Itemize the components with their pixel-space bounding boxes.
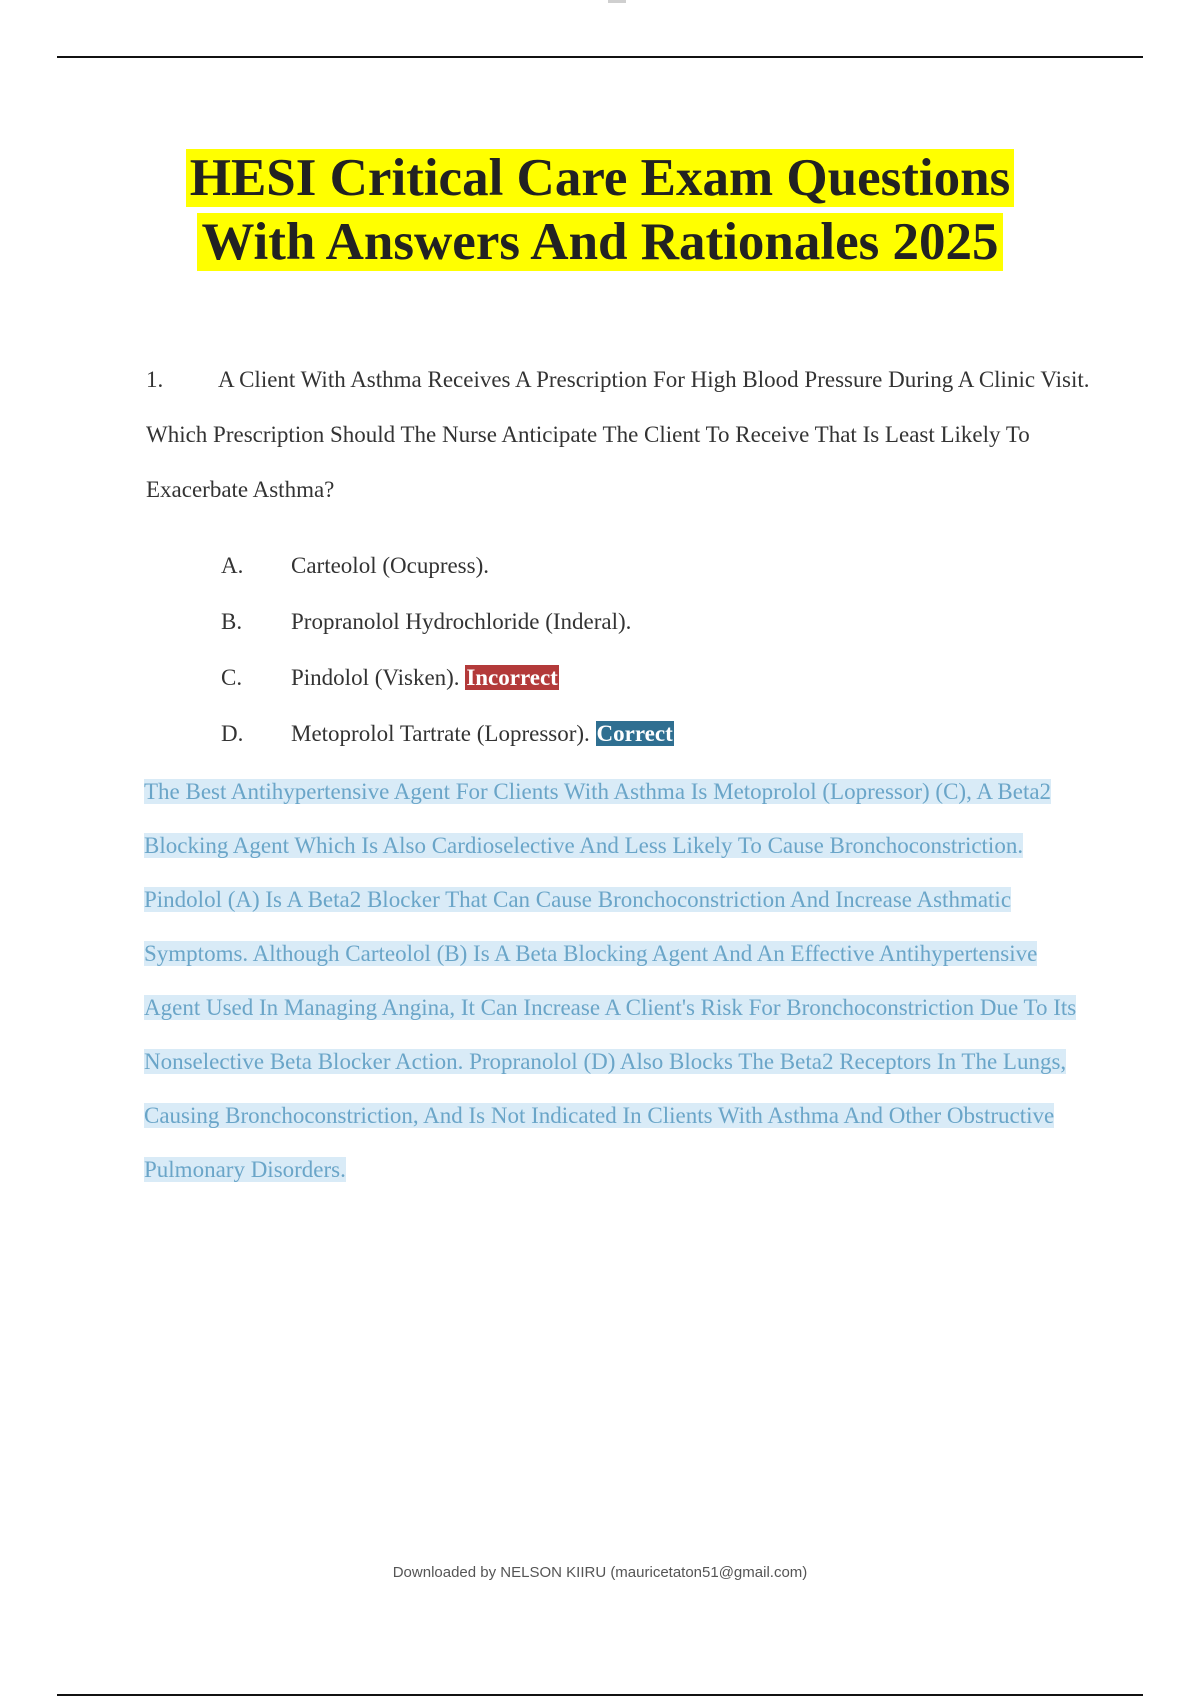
answer-options: [221, 538, 674, 762]
top-rule: [57, 56, 1143, 58]
option-letter: D.: [221, 721, 244, 746]
option-text: Carteolol (Ocupress).: [291, 553, 489, 578]
question-number: 1.: [146, 367, 164, 392]
option-text: Pindolol (Visken).: [291, 665, 460, 690]
option-letter: C.: [221, 665, 243, 690]
title-line-1: HESI Critical Care Exam Questions: [186, 149, 1015, 207]
title-line-2: With Answers And Rationales 2025: [197, 213, 1002, 271]
rationale: [144, 765, 1094, 1197]
question-text: A Client With Asthma Receives A Prescription For High Blood Pressure During A Clinic Visit. Which Prescription Should The Nurse Anticipate The Client To Receive That Is Least Likely To Exacerbate Asthma?: [146, 367, 1090, 502]
option-letter: B.: [221, 609, 243, 634]
page-top-marker: [608, 0, 626, 3]
option-a: [221, 538, 674, 594]
option-d: [221, 706, 674, 762]
option-b: [221, 594, 674, 650]
bottom-rule: [57, 1694, 1143, 1696]
document-title: [0, 146, 1200, 274]
download-footer: Downloaded by NELSON KIIRU (mauricetaton51@gmail.com): [392, 1564, 808, 1581]
rationale-text: The Best Antihypertensive Agent For Clients With Asthma Is Metoprolol (Lopressor) (C), A Beta2 Blocking Agent Which Is Also Cardioselective And Less Likely To Cause Bronchoconstriction. Pindolol (A) Is A Beta2 Blocker That Can Cause Bronchoconstriction And Increase Asthmatic Symptoms. Although Carteolol (B) Is A Beta Blocking Agent And An Effective Antihypertensive Agent Used In Managing Angina, It Can Increase A Client's Risk For Bronchoconstriction Due To Its Nonselective Beta Blocker Action. Propranolol (D) Also Blocks The Beta2 Receptors In The Lungs, Causing Bronchoconstriction, And Is Not Indicated In Clients With Asthma And Other Obstructive Pulmonary Disorders.: [144, 779, 1077, 1182]
incorrect-badge: Incorrect: [466, 665, 558, 690]
correct-badge: Correct: [596, 721, 673, 746]
option-letter: A.: [221, 553, 244, 578]
option-text: Metoprolol Tartrate (Lopressor).: [291, 721, 590, 746]
option-c: [221, 650, 674, 706]
question-1: [146, 352, 1096, 517]
option-text: Propranolol Hydrochloride (Inderal).: [291, 609, 632, 634]
